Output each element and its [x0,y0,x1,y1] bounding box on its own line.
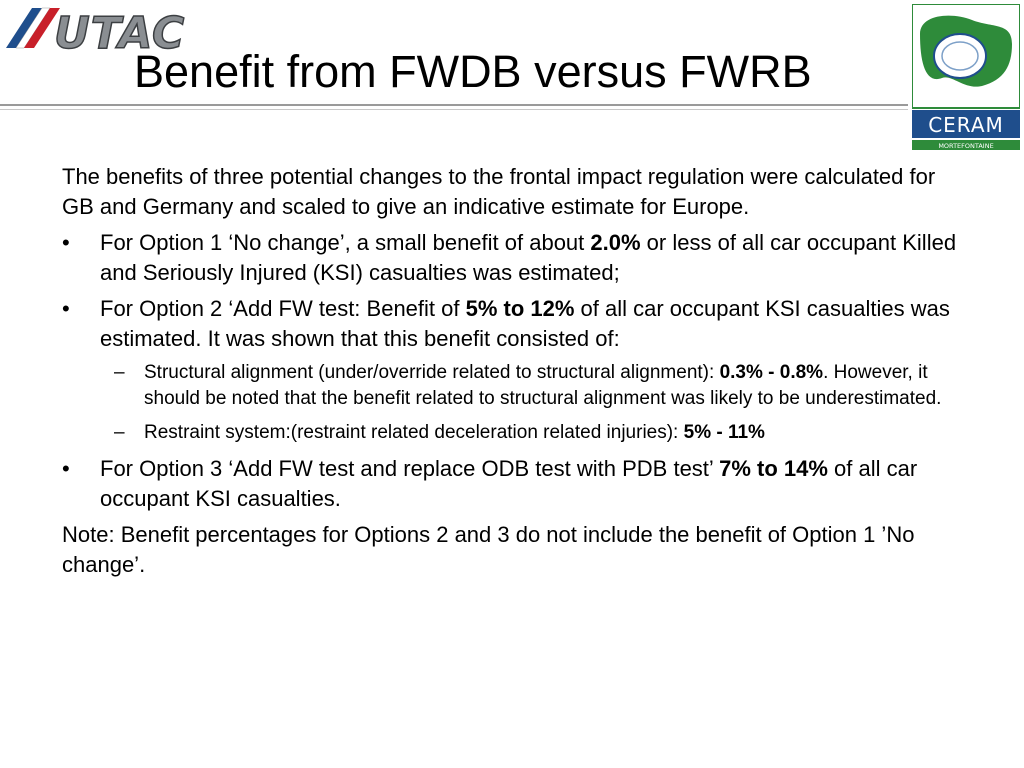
bullet-mark: • [62,296,70,321]
bullet-text: or less of all car occupant Killed and Seriously Injured (KSI) casualties was estimated; [100,230,957,285]
title-rule [0,104,908,106]
sub-bullet-text: . However, it should be noted that the benefit related to structural alignment was likely to be underestimated. [144,362,942,409]
utac-flag-icon [6,8,60,48]
bullet-text: of all car occupant KSI casualties was estimated. It was shown that this benefit consisted of: [100,296,950,351]
title-rule-thin [0,109,908,110]
sub-bullet-mark: – [114,362,125,383]
sub-bullet-text: Restraint system:(restraint related deceleration related injuries): [144,422,684,443]
bullet-highlight: 7% to 14% [719,456,828,481]
bullet-option-2 [62,294,962,354]
sub-bullet-restraint-system [62,420,962,446]
bullet-text: For Option 1 ‘No change’, a small benefit of about [100,230,591,255]
sub-bullet-text: Structural alignment (under/override related to structural alignment): [144,362,720,383]
bullet-mark: • [62,230,70,255]
slide-title: Benefit from FWDB versus FWRB [134,46,812,97]
sub-bullet-structural-alignment [62,360,962,412]
bullet-mark: • [62,456,70,481]
bullet-highlight: 5% to 12% [465,296,575,321]
ceram-logo [912,4,1020,150]
intro-paragraph: The benefits of three potential changes to the frontal impact regulation were calculated for GB and Germany and scaled to give an indicative estimate for Europe. [62,164,936,219]
ceram-logo-subtext: MORTEFONTAINE [938,142,994,150]
sub-bullet-highlight: 0.3% - 0.8% [719,362,824,383]
bullet-text: of all car occupant KSI casualties. [100,456,918,511]
sub-bullet-highlight: 5% - 11% [683,422,765,443]
slide-body [62,162,962,586]
ceram-logo-text: CERAM [928,113,1004,137]
bullet-text: For Option 3 ‘Add FW test and replace ODB test with PDB test’ [100,456,720,481]
bullet-option-1 [62,228,962,288]
utac-logo-text: UTAC [54,8,186,59]
bullet-highlight: 2.0% [590,230,641,255]
bullet-text: For Option 2 ‘Add FW test: Benefit of [100,296,466,321]
sub-bullet-mark: – [114,422,125,443]
note-paragraph: Note: Benefit percentages for Options 2 and 3 do not include the benefit of Option 1 ’No change’. [62,522,915,577]
bullet-option-3 [62,454,962,514]
